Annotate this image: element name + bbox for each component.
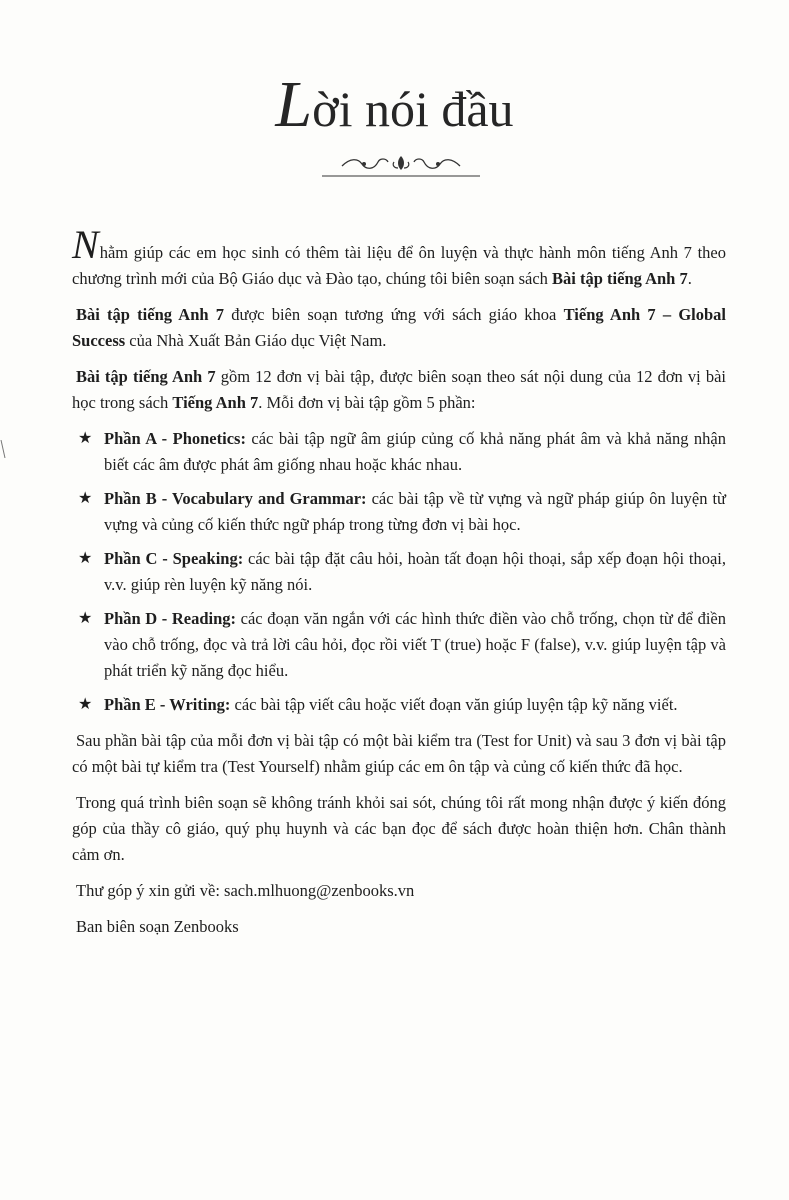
p3-text-1: gồm 12 đơn vị bài tập, được biên soạn theo sát nội dung của 12 đơn vị bài học trong sách	[72, 367, 726, 412]
list-item	[72, 546, 726, 598]
part-label: Phần A - Phonetics:	[104, 429, 246, 448]
signature: Ban biên soạn Zenbooks	[76, 917, 239, 936]
p2-text-1: được biên soạn tương ứng với sách giáo khoa	[224, 305, 564, 324]
star-icon: ★	[78, 430, 93, 447]
intro-paragraph	[72, 222, 726, 292]
preface-body	[72, 222, 727, 950]
paragraph-4: Sau phần bài tập của mỗi đơn vị bài tập có một bài kiểm tra (Test for Unit) và sau 3 đơn vị bài tập có một bài tự kiểm tra (Test Yourself) nhằm giúp các em ôn tập và củng cố kiến thức đã học.	[72, 731, 726, 776]
p2-textbook-title: Tiếng Anh 7 – Global Success	[72, 305, 727, 350]
part-text: các đoạn văn ngắn với các hình thức điền vào chỗ trống, chọn từ để điền vào chỗ trống, đọc và trả lời câu hỏi, đọc rồi viết T (true) hoặc F (false), v.v. giúp luyện tập và phát triển kỹ năng đọc hiểu.	[104, 609, 727, 680]
p3-book-title: Bài tập tiếng Anh 7	[76, 367, 216, 386]
scan-edge-mark	[0, 440, 6, 458]
ornament-divider	[322, 148, 480, 184]
part-text: các bài tập đặt câu hỏi, hoàn tất đoạn hội thoại, sắp xếp đoạn hội thoại, v.v. giúp rèn luyện kỹ năng nói.	[104, 549, 727, 594]
star-icon: ★	[78, 550, 93, 567]
title-capital: L	[275, 68, 313, 141]
part-label: Phần B - Vocabulary and Grammar:	[104, 489, 367, 508]
part-text: các bài tập về từ vựng và ngữ pháp giúp ôn luyện từ vựng và củng cố kiến thức ngữ pháp trong từng đơn vị bài học.	[104, 489, 726, 534]
contact-line: Thư góp ý xin gửi về: sach.mlhuong@zenbooks.vn	[76, 881, 415, 900]
star-icon: ★	[78, 696, 93, 713]
drop-cap: N	[72, 222, 99, 267]
p3-text-2: . Mỗi đơn vị bài tập gồm 5 phần:	[258, 393, 476, 412]
paragraph-3	[72, 364, 726, 416]
part-label: Phần C - Speaking:	[104, 549, 244, 568]
part-text: các bài tập viết câu hoặc viết đoạn văn giúp luyện tập kỹ năng viết.	[230, 695, 678, 714]
list-item	[72, 606, 726, 684]
part-text: các bài tập ngữ âm giúp củng cố khả năng phát âm và khả năng nhận biết các âm được phát âm giống nhau hoặc khác nhau.	[104, 429, 726, 474]
p3-textbook-title: Tiếng Anh 7	[172, 393, 259, 412]
paragraph-2	[72, 302, 726, 354]
part-label: Phần D - Reading:	[104, 609, 237, 628]
list-item	[72, 692, 726, 718]
star-icon: ★	[78, 610, 93, 627]
paragraph-5: Trong quá trình biên soạn sẽ không tránh khỏi sai sót, chúng tôi rất mong nhận được ý kiến đóng góp của thầy cô giáo, quý phụ huynh và các bạn đọc để sách được hoàn thiện hơn. Chân thành cảm ơn.	[72, 793, 726, 864]
title-rest: ời nói đầu	[312, 81, 514, 137]
p2-text-2: của Nhà Xuất Bản Giáo dục Việt Nam.	[125, 331, 387, 350]
star-icon: ★	[78, 490, 93, 507]
list-item	[72, 426, 726, 478]
intro-text: hằm giúp các em học sinh có thêm tài liệu để ôn luyện và thực hành môn tiếng Anh 7 theo chương trình mới của Bộ Giáo dục và Đào tạo, chúng tôi biên soạn sách	[72, 243, 726, 288]
intro-book-title: Bài tập tiếng Anh 7	[552, 269, 688, 288]
parts-list	[72, 426, 726, 718]
page-title	[0, 70, 789, 144]
list-item	[72, 486, 726, 538]
p2-book-title: Bài tập tiếng Anh 7	[76, 305, 225, 324]
intro-end: .	[687, 269, 692, 288]
part-label: Phần E - Writing:	[104, 695, 231, 714]
